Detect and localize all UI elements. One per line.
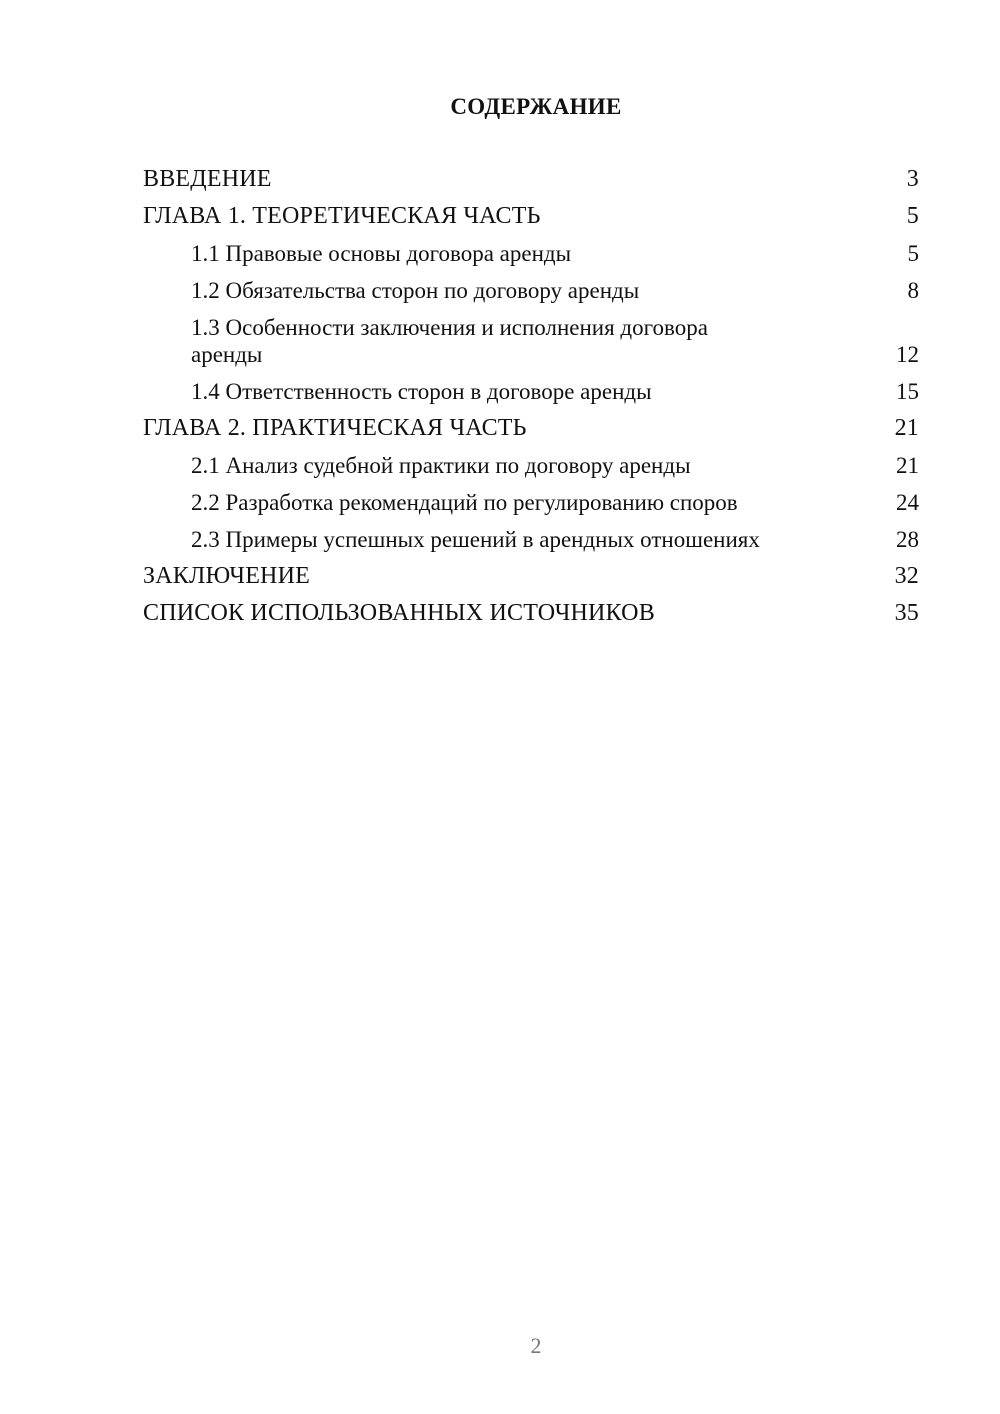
toc-entry-page: 5 (907, 241, 919, 266)
toc-entry-label: 2.3 Примеры успешных решений в арендных отношениях (191, 527, 760, 552)
toc-entry-page: 32 (894, 563, 919, 589)
toc-entry-section-2-2[interactable] (143, 489, 919, 516)
toc-entry-page: 21 (894, 415, 919, 441)
toc-entry-page: 21 (896, 453, 919, 478)
toc-entry-label: ЗАКЛЮЧЕНИЕ (143, 563, 310, 589)
toc-entry-page: 35 (894, 600, 919, 626)
toc-entry-label: 2.1 Анализ судебной практики по договору аренды (191, 453, 691, 478)
toc-entry-section-1-1[interactable] (143, 240, 919, 267)
toc-entry-label: ВВЕДЕНИЕ (143, 166, 272, 192)
toc-entry-page: 24 (896, 490, 919, 515)
toc-entry-label: 2.2 Разработка рекомендаций по регулированию споров (191, 490, 738, 515)
toc-entry-references[interactable] (143, 600, 919, 627)
toc-entry-page: 5 (906, 203, 919, 229)
toc-entry-section-1-4[interactable] (143, 378, 919, 405)
toc-entry-page: 8 (907, 278, 919, 303)
toc-entry-section-2-1[interactable] (143, 452, 919, 479)
toc-entry-chapter-1[interactable] (143, 203, 919, 230)
toc-entry-page: 12 (896, 342, 919, 367)
toc-entry-chapter-2[interactable] (143, 415, 919, 442)
toc-entry-label: 1.3 Особенности заключения и исполнения договора аренды (191, 315, 708, 367)
toc-entry-label: ГЛАВА 1. ТЕОРЕТИЧЕСКАЯ ЧАСТЬ (143, 203, 541, 229)
toc-entry-label: СПИСОК ИСПОЛЬЗОВАННЫХ ИСТОЧНИКОВ (143, 600, 655, 626)
toc-entry-section-2-3[interactable] (143, 526, 919, 553)
toc-title: СОДЕРЖАНИЕ (450, 94, 622, 119)
toc-entry-section-1-2[interactable] (143, 277, 919, 304)
table-of-contents (143, 166, 919, 637)
toc-entry-label: 1.1 Правовые основы договора аренды (191, 241, 572, 266)
toc-entry-page: 28 (896, 527, 919, 552)
toc-entry-label: 1.2 Обязательства сторон по договору аренды (191, 278, 640, 303)
toc-entry-page: 15 (896, 379, 919, 404)
toc-entry-introduction[interactable] (143, 166, 919, 193)
toc-entry-conclusion[interactable] (143, 563, 919, 590)
toc-entry-label: 1.4 Ответственность сторон в договоре аренды (191, 379, 652, 404)
page-number: 2 (530, 1333, 542, 1358)
toc-entry-section-1-3[interactable] (143, 314, 919, 368)
toc-entry-label: ГЛАВА 2. ПРАКТИЧЕСКАЯ ЧАСТЬ (143, 415, 527, 441)
toc-entry-page: 3 (906, 166, 919, 192)
